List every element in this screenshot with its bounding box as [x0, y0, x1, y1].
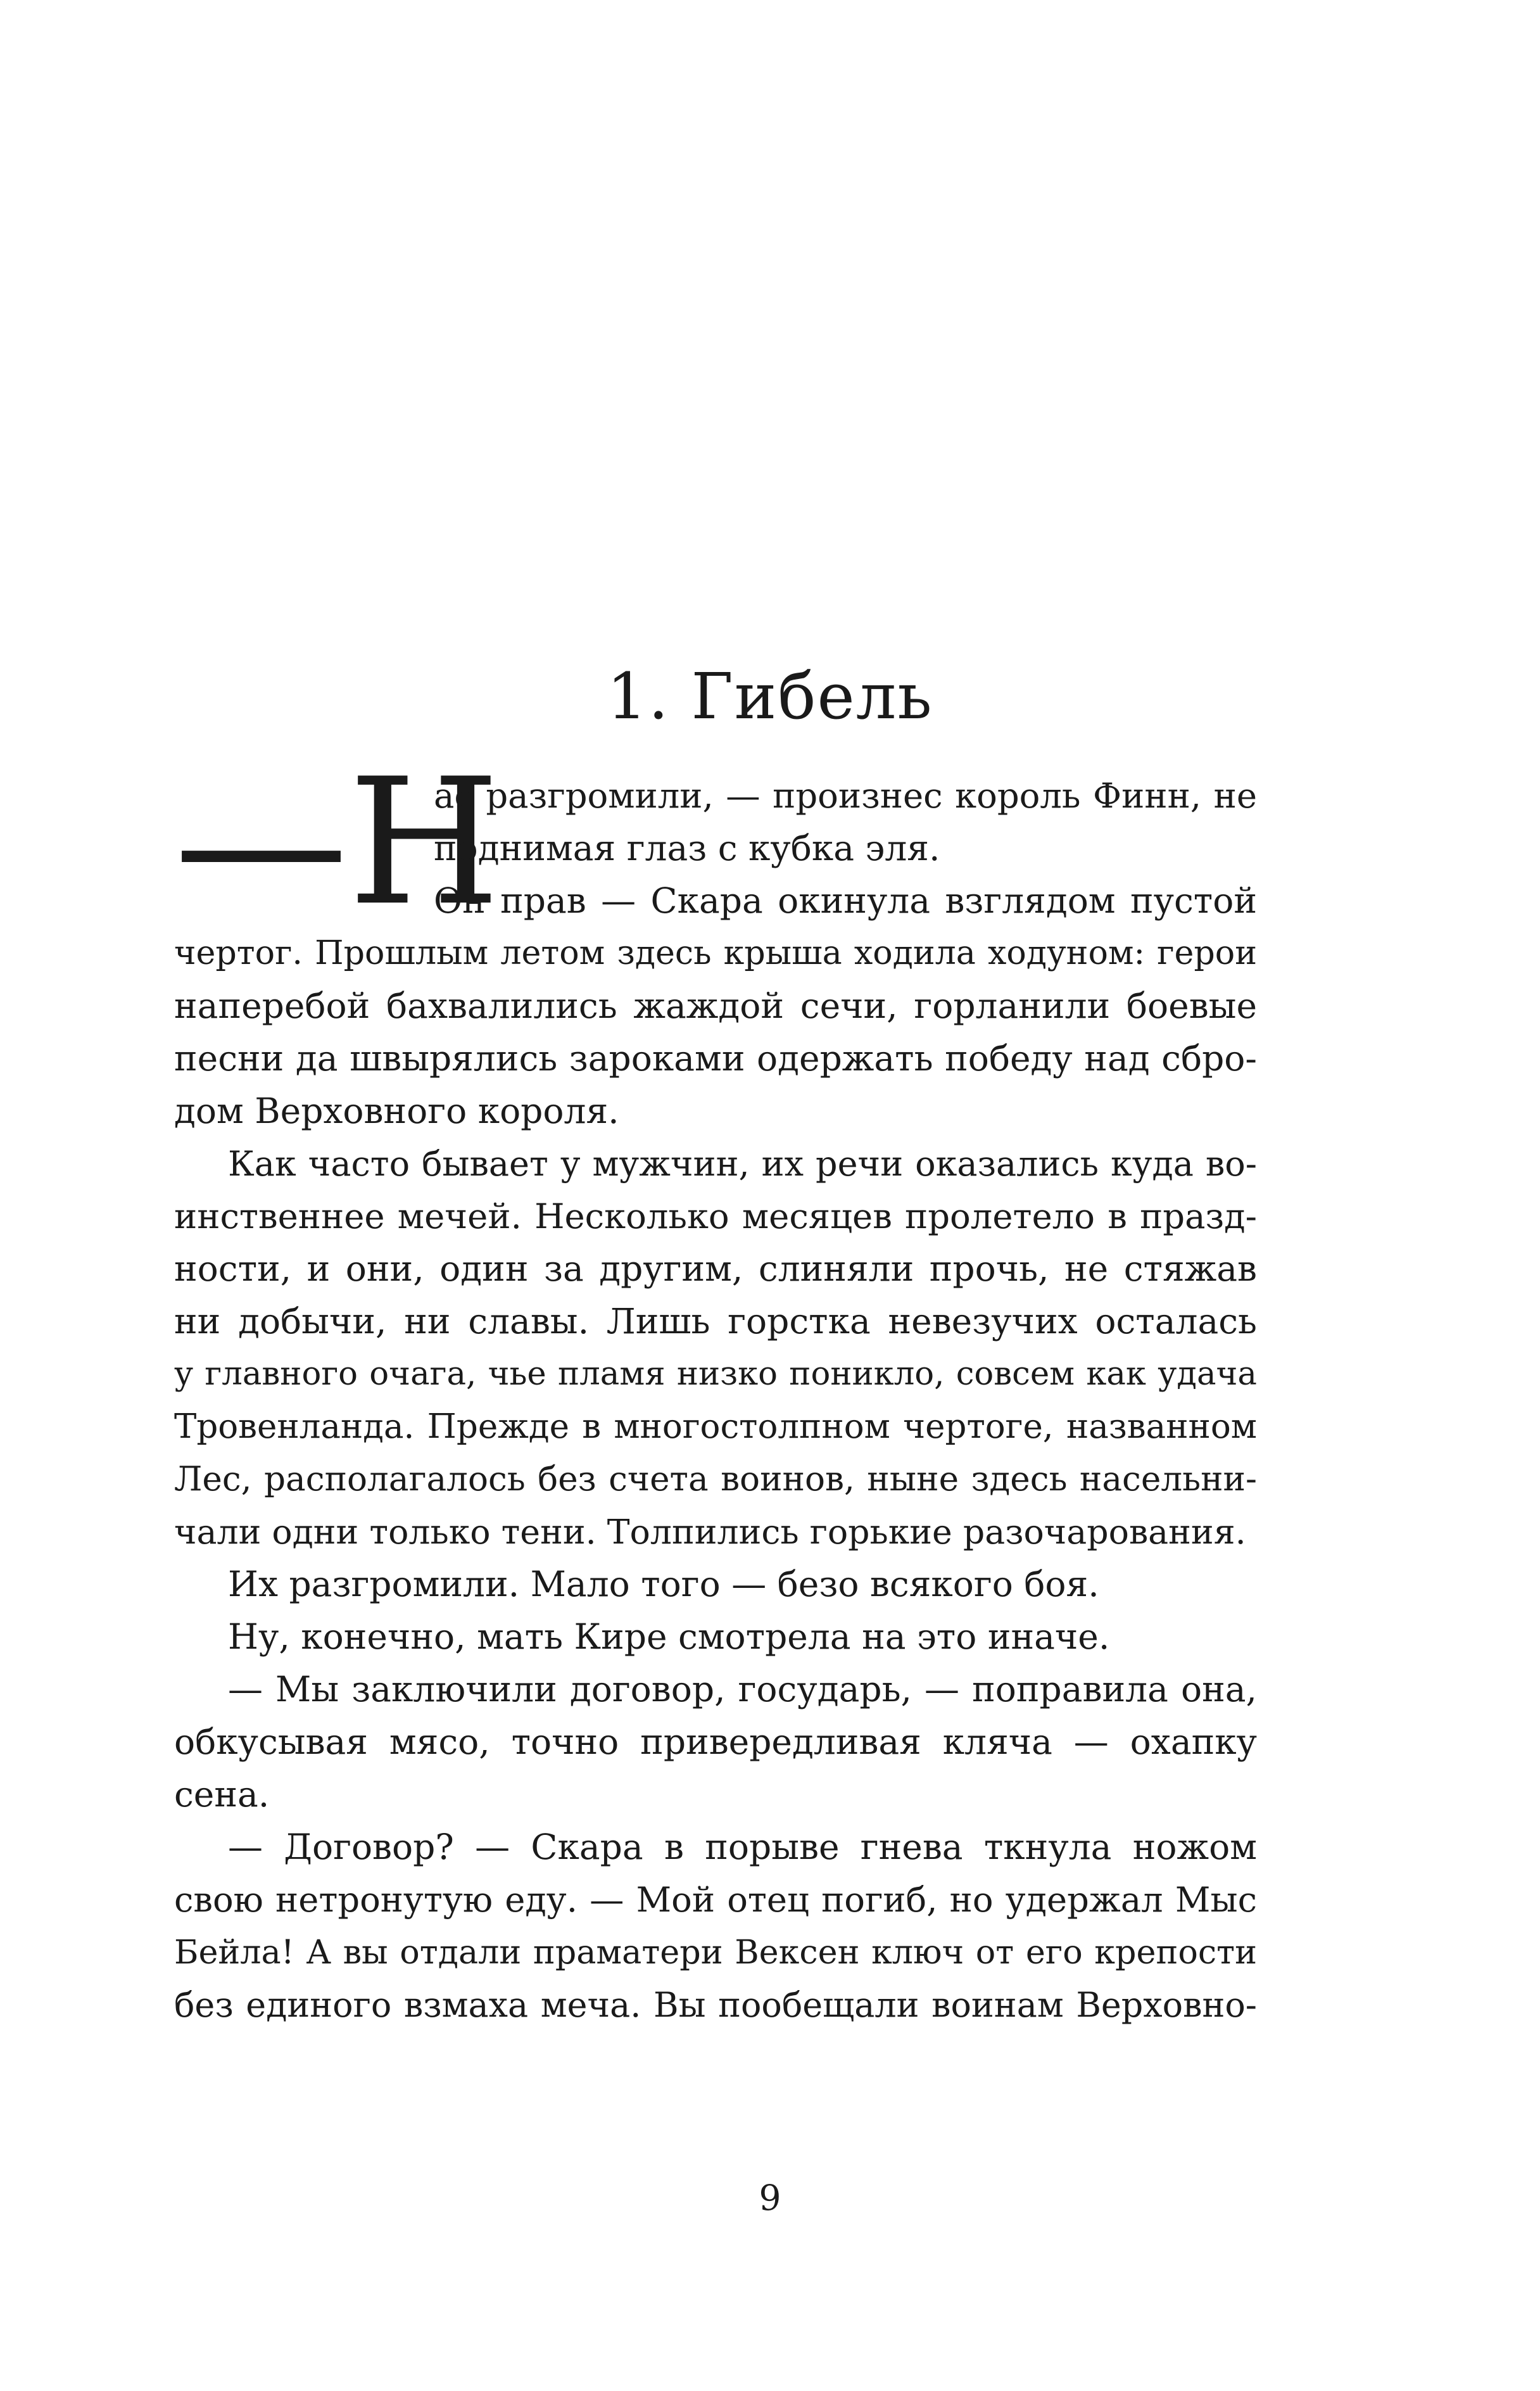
text-line: — Договор? — Скара в порыве гнева ткнула ножом: [228, 1827, 1257, 1867]
text-line: сена.: [174, 1774, 270, 1815]
text-line: свою нетронутую еду. — Мой отец погиб, но удержал Мыс: [174, 1880, 1257, 1920]
text-line: Тровенланда. Прежде в многостолпном чертоге, названном: [174, 1407, 1257, 1446]
paragraph-3: [174, 1558, 1257, 1611]
opening-paragraph: [174, 741, 1257, 944]
text-line: Он прав — Скара окинула взглядом пустой: [434, 880, 1257, 921]
text-line: — Мы заключили договор, государь, — поправила она,: [228, 1669, 1257, 1709]
text-line: ности, и они, один за другим, слиняли прочь, не стяжав: [174, 1248, 1257, 1289]
text-line: ни добычи, ни славы. Лишь горстка невезучих осталась: [174, 1301, 1257, 1341]
paragraph-5: [174, 1663, 1257, 1821]
text-line: чертог. Прошлым летом здесь крыша ходила ходуном: герои: [174, 934, 1257, 972]
paragraph-6: [174, 1821, 1257, 2031]
paragraph-2: [174, 1138, 1257, 1558]
paragraph-1: [174, 927, 1257, 1138]
text-line: Лес, располагалось без счета воинов, ныне здесь насельни-: [174, 1459, 1257, 1499]
text-line: чали одни только тени. Толпились горькие разочарования.: [174, 1512, 1246, 1552]
chapter-title: 1. Гибель: [607, 659, 933, 733]
drop-cap-lines: [434, 770, 1257, 927]
text-line: у главного очага, чье пламя низко поникло, совсем как удача: [174, 1355, 1257, 1393]
text-line: Их разгромили. Мало того — безо всякого боя.: [228, 1564, 1099, 1604]
text-line: обкусывая мясо, точно привередливая кляча — охапку: [174, 1722, 1257, 1762]
text-line: песни да швырялись зароками одержать победу над сбро-: [174, 1038, 1257, 1079]
text-line: дом Верховного короля.: [174, 1091, 619, 1131]
drop-cap: —Н: [174, 741, 500, 944]
text-line: без единого взмаха меча. Вы пообещали воинам Верховно-: [174, 1985, 1257, 2025]
text-line: ас разгромили, — произнес король Финн, не: [434, 776, 1257, 816]
page-number: 9: [759, 2178, 781, 2218]
text-line: Ну, конечно, мать Кире смотрела на это иначе.: [228, 1616, 1110, 1657]
text-line: Как часто бывает у мужчин, их речи оказались куда во-: [228, 1144, 1257, 1184]
text-line: инственнее мечей. Несколько месяцев пролетело в празд-: [174, 1196, 1257, 1236]
text-line: наперебой бахвалились жаждой сечи, горланили боевые: [174, 986, 1257, 1026]
paragraph-4: [174, 1611, 1257, 1663]
text-line: поднимая глаз с кубка эля.: [434, 828, 940, 868]
text-line: Бейла! А вы отдали праматери Вексен ключ от его крепости: [174, 1933, 1257, 1972]
